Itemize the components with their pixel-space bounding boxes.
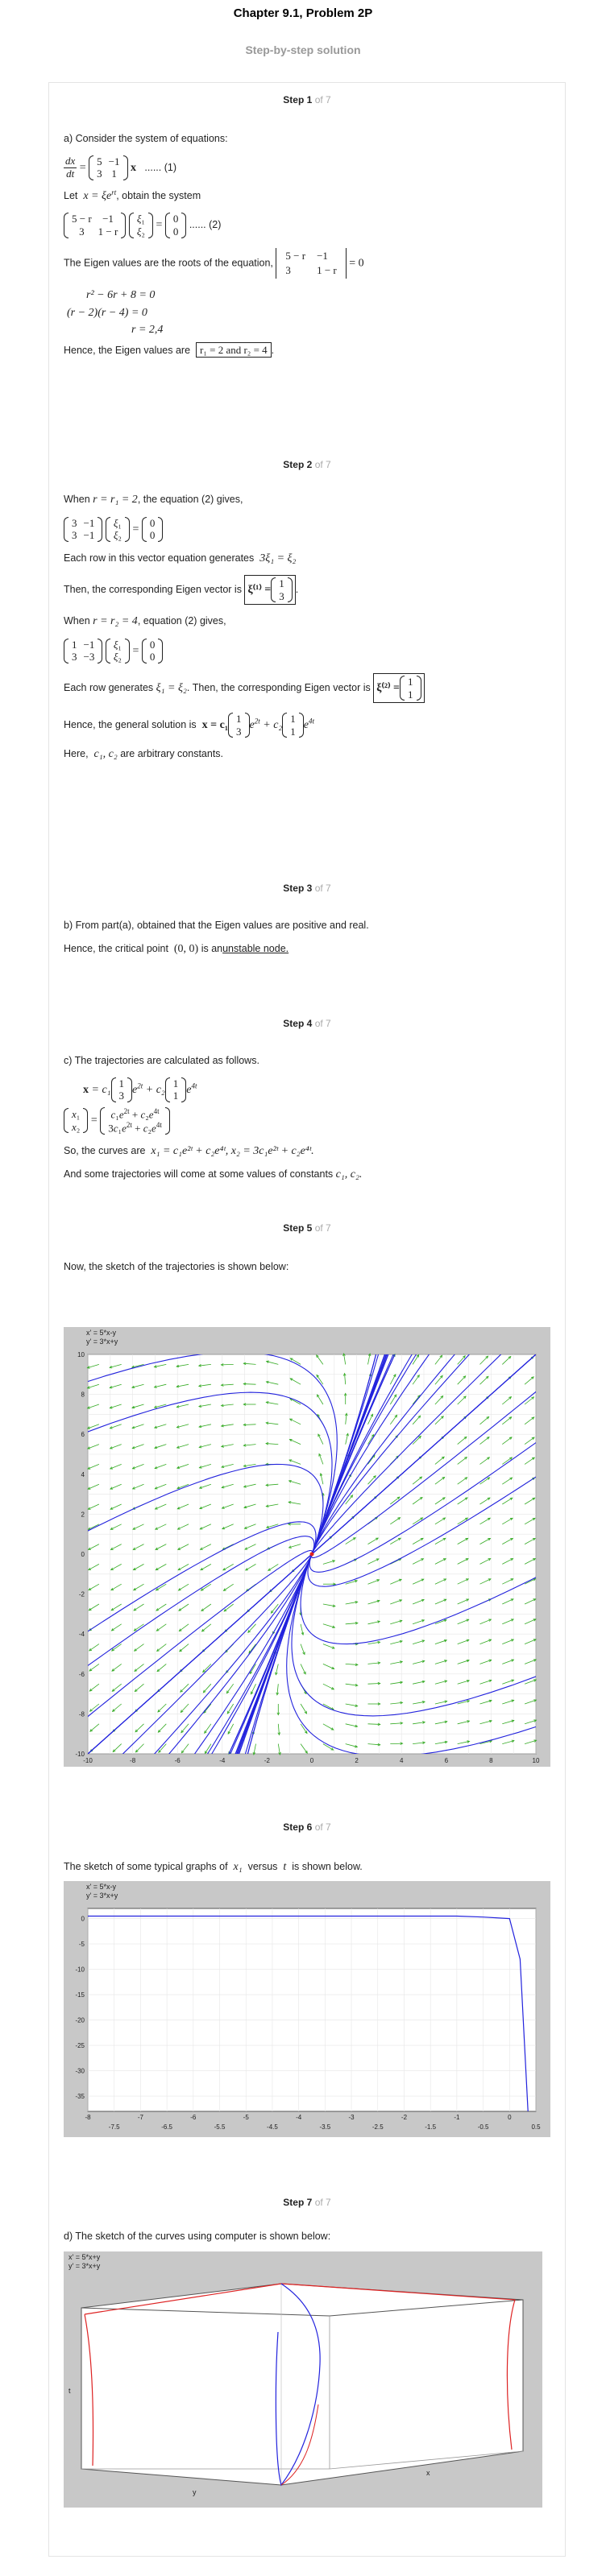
step-7-header: Step 7 of 7	[283, 2197, 331, 2208]
y-tick-label: 2	[81, 1511, 85, 1519]
x-tick-label: -8	[85, 2114, 91, 2121]
phase-portrait-chart	[64, 1327, 550, 1767]
x1-legend: x' = 5*x-y y' = 3*x+y	[86, 1883, 118, 1900]
x-tick-label: 4	[399, 1757, 404, 1764]
step-5-card	[48, 1211, 566, 1811]
x-tick-label: -6	[190, 2114, 197, 2121]
x-tick-label: 2	[355, 1757, 359, 1764]
y-tick-label: 4	[81, 1470, 85, 1478]
trajectory-components: x₁ x₂ = $c_1e^{2t} + c_2e^{4t}$ $3c_1e^{2t} + c_2e^{4t}$	[64, 1107, 550, 1135]
when-r1-line: When r = r₁ = 2, the equation (2) gives,	[64, 494, 243, 506]
curves-line: So, the curves are x₁ = c₁e²ᵗ + c₂e⁴ᵗ, x₂ = 3c₁e²ᵗ + c₂e⁴ᵗ.	[64, 1144, 314, 1157]
y-tick-label: -5	[78, 1941, 85, 1949]
y-tick-label: -6	[78, 1670, 85, 1678]
y-tick-label: -8	[78, 1710, 85, 1718]
x-tick-label: -4	[296, 2114, 302, 2121]
y-tick-label: -35	[75, 2093, 85, 2101]
y-tick-label: 0	[81, 1551, 85, 1558]
step-1-header: Step 1 of 7	[283, 94, 331, 105]
equation-1: $\frac{dx}{dt}$ = 5 −1 3 1 x ...... (1)	[65, 155, 176, 180]
step-3-header: Step 3 of 7	[283, 883, 331, 894]
equation-2: 5 − r −1 3 1 − r ξ₁ ξ₂ = 0 0 ...... (2)	[64, 213, 550, 238]
x-tick-label: 0	[309, 1757, 314, 1764]
x1-vs-t-chart	[64, 1881, 550, 2137]
step-2-header: Step 2 of 7	[283, 459, 331, 470]
step-3-card	[48, 871, 566, 1007]
x1-plot-area	[88, 1908, 536, 2111]
direction-arrow	[390, 1743, 402, 1744]
step-5-header: Step 5 of 7	[283, 1222, 331, 1234]
step-1-card	[48, 82, 566, 448]
axis-label-y: y	[193, 2488, 197, 2496]
step-4-intro: c) The trajectories are calculated as follows.	[64, 1055, 259, 1066]
direction-arrow	[221, 1364, 233, 1365]
y-tick-label: -10	[75, 1751, 85, 1758]
step-7-intro: d) The sketch of the curves using computer is shown below:	[64, 2231, 331, 2242]
step-4-card	[48, 1007, 566, 1212]
x-tick-label: 10	[532, 1757, 540, 1764]
x-tick-label: -0.5	[477, 2123, 489, 2131]
y-tick-label: -15	[75, 1991, 85, 1999]
step-6-card	[48, 1810, 566, 2186]
page-title: Chapter 9.1, Problem 2P	[233, 6, 373, 20]
x-tick-label: -6	[174, 1757, 181, 1764]
axis-label-x: x	[426, 2469, 430, 2477]
y-tick-label: -10	[75, 1966, 85, 1974]
x-tick-label: -4.5	[267, 2123, 278, 2131]
step-6-header: Step 6 of 7	[283, 1821, 331, 1833]
x-tick-label: -7	[137, 2114, 143, 2121]
step-1-intro: a) Consider the system of equations:	[64, 133, 228, 144]
x-tick-label: -4	[219, 1757, 226, 1764]
page-subtitle: Step-by-step solution	[245, 43, 361, 56]
step-5-intro: Now, the sketch of the trajectories is shown below:	[64, 1261, 289, 1272]
eigenvector-1: Then, the corresponding Eigen vector is ξ⁽¹⁾ = 1 3 .	[64, 575, 550, 605]
y-tick-label: -20	[75, 2016, 85, 2024]
when-r2-line: When r = r₂ = 4, equation (2) gives,	[64, 615, 226, 628]
x-tick-label: -3.5	[319, 2123, 331, 2131]
x-tick-label: -2	[264, 1757, 270, 1764]
phase-portrait-figure	[64, 1327, 550, 1767]
phase-legend: x' = 5*x-y y' = 3*x+y	[86, 1329, 118, 1346]
constants-note: Here, c₁, c₂ are arbitrary constants.	[64, 748, 224, 761]
x-tick-label: -5	[243, 2114, 249, 2121]
y-tick-label: 0	[81, 1915, 85, 1923]
3d-legend: x' = 5*x+y y' = 3*x+y	[68, 2253, 101, 2270]
y-tick-label: -2	[78, 1590, 85, 1598]
x-tick-label: -8	[130, 1757, 136, 1764]
x-tick-label: 0.5	[531, 2123, 541, 2131]
x-tick-label: -1	[454, 2114, 460, 2121]
x-tick-label: 8	[489, 1757, 493, 1764]
x-tick-label: -2	[401, 2114, 408, 2121]
step-3-line-2: Hence, the critical point (0, 0) is anunstable node.	[64, 942, 289, 955]
step-7-card	[48, 2185, 566, 2557]
3d-curves-figure	[64, 2251, 542, 2508]
x-tick-label: -3	[348, 2114, 355, 2121]
eigen-line: The Eigen values are the roots of the equation, 5 − r −1 3 1 − r = 0	[64, 248, 550, 279]
unstable-node-link[interactable]: unstable node.	[222, 942, 289, 954]
row-relation-1: Each row in this vector equation generates 3ξ₁ = ξ₂	[64, 552, 297, 564]
y-tick-label: -4	[78, 1631, 85, 1639]
step-6-intro: The sketch of some typical graphs of x₁ versus t is shown below.	[64, 1861, 363, 1873]
step-3-line-1: b) From part(a), obtained that the Eigen values are positive and real.	[64, 920, 369, 931]
y-tick-label: 6	[81, 1431, 85, 1439]
x-tick-label: -7.5	[108, 2123, 120, 2131]
step-2-card	[48, 446, 566, 872]
step-4-header: Step 4 of 7	[283, 1018, 331, 1029]
x-tick-label: -6.5	[161, 2123, 173, 2131]
trajectory-vector: x = c₁ 1 3 $e^{2t} + c_2$ 1 1 $e^{4t}$	[83, 1077, 197, 1102]
y-tick-label: 10	[77, 1351, 85, 1358]
eigenvector-2: Each row generates ξ₁ = ξ₂. Then, the corresponding Eigen vector is ξ⁽²⁾ = 1 1	[64, 673, 550, 703]
x-tick-label: -2.5	[371, 2123, 384, 2131]
let-line: Let $x = \xi e^{rt}$, obtain the system	[64, 188, 201, 202]
constants-line: And some trajectories will come at some values of constants c₁, c₂.	[64, 1168, 363, 1181]
y-tick-label: -30	[75, 2067, 85, 2075]
x-tick-label: -5.5	[214, 2123, 226, 2131]
x-tick-label: 6	[444, 1757, 449, 1764]
general-solution: Hence, the general solution is x = c₁ 1 3 $e^{2t} + c_2$ 1 1 $e^{4t}$	[64, 713, 315, 738]
x-tick-label: -1.5	[425, 2123, 437, 2131]
system-r2: 1 −1 3 −3 ξ₁ ξ₂ = 0 0	[64, 639, 550, 664]
system-r1: 3 −1 3 −1 ξ₁ ξ₂ = 0 0	[64, 517, 550, 542]
axis-label-t: t	[68, 2387, 71, 2395]
x-tick-label: 0	[508, 2114, 512, 2121]
characteristic-equations: r² − 6r + 8 = 0 (r − 2)(r − 4) = 0 r = 2,4	[67, 289, 164, 337]
3d-curves-chart	[64, 2251, 542, 2508]
critical-point	[310, 1553, 314, 1557]
y-tick-label: -25	[75, 2042, 85, 2050]
eigen-values-result: Hence, the Eigen values are r₁ = 2 and r₂ = 4 .	[64, 343, 275, 356]
x1-vs-t-figure	[64, 1881, 550, 2137]
y-tick-label: 8	[81, 1391, 85, 1399]
x-tick-label: -10	[83, 1757, 93, 1764]
